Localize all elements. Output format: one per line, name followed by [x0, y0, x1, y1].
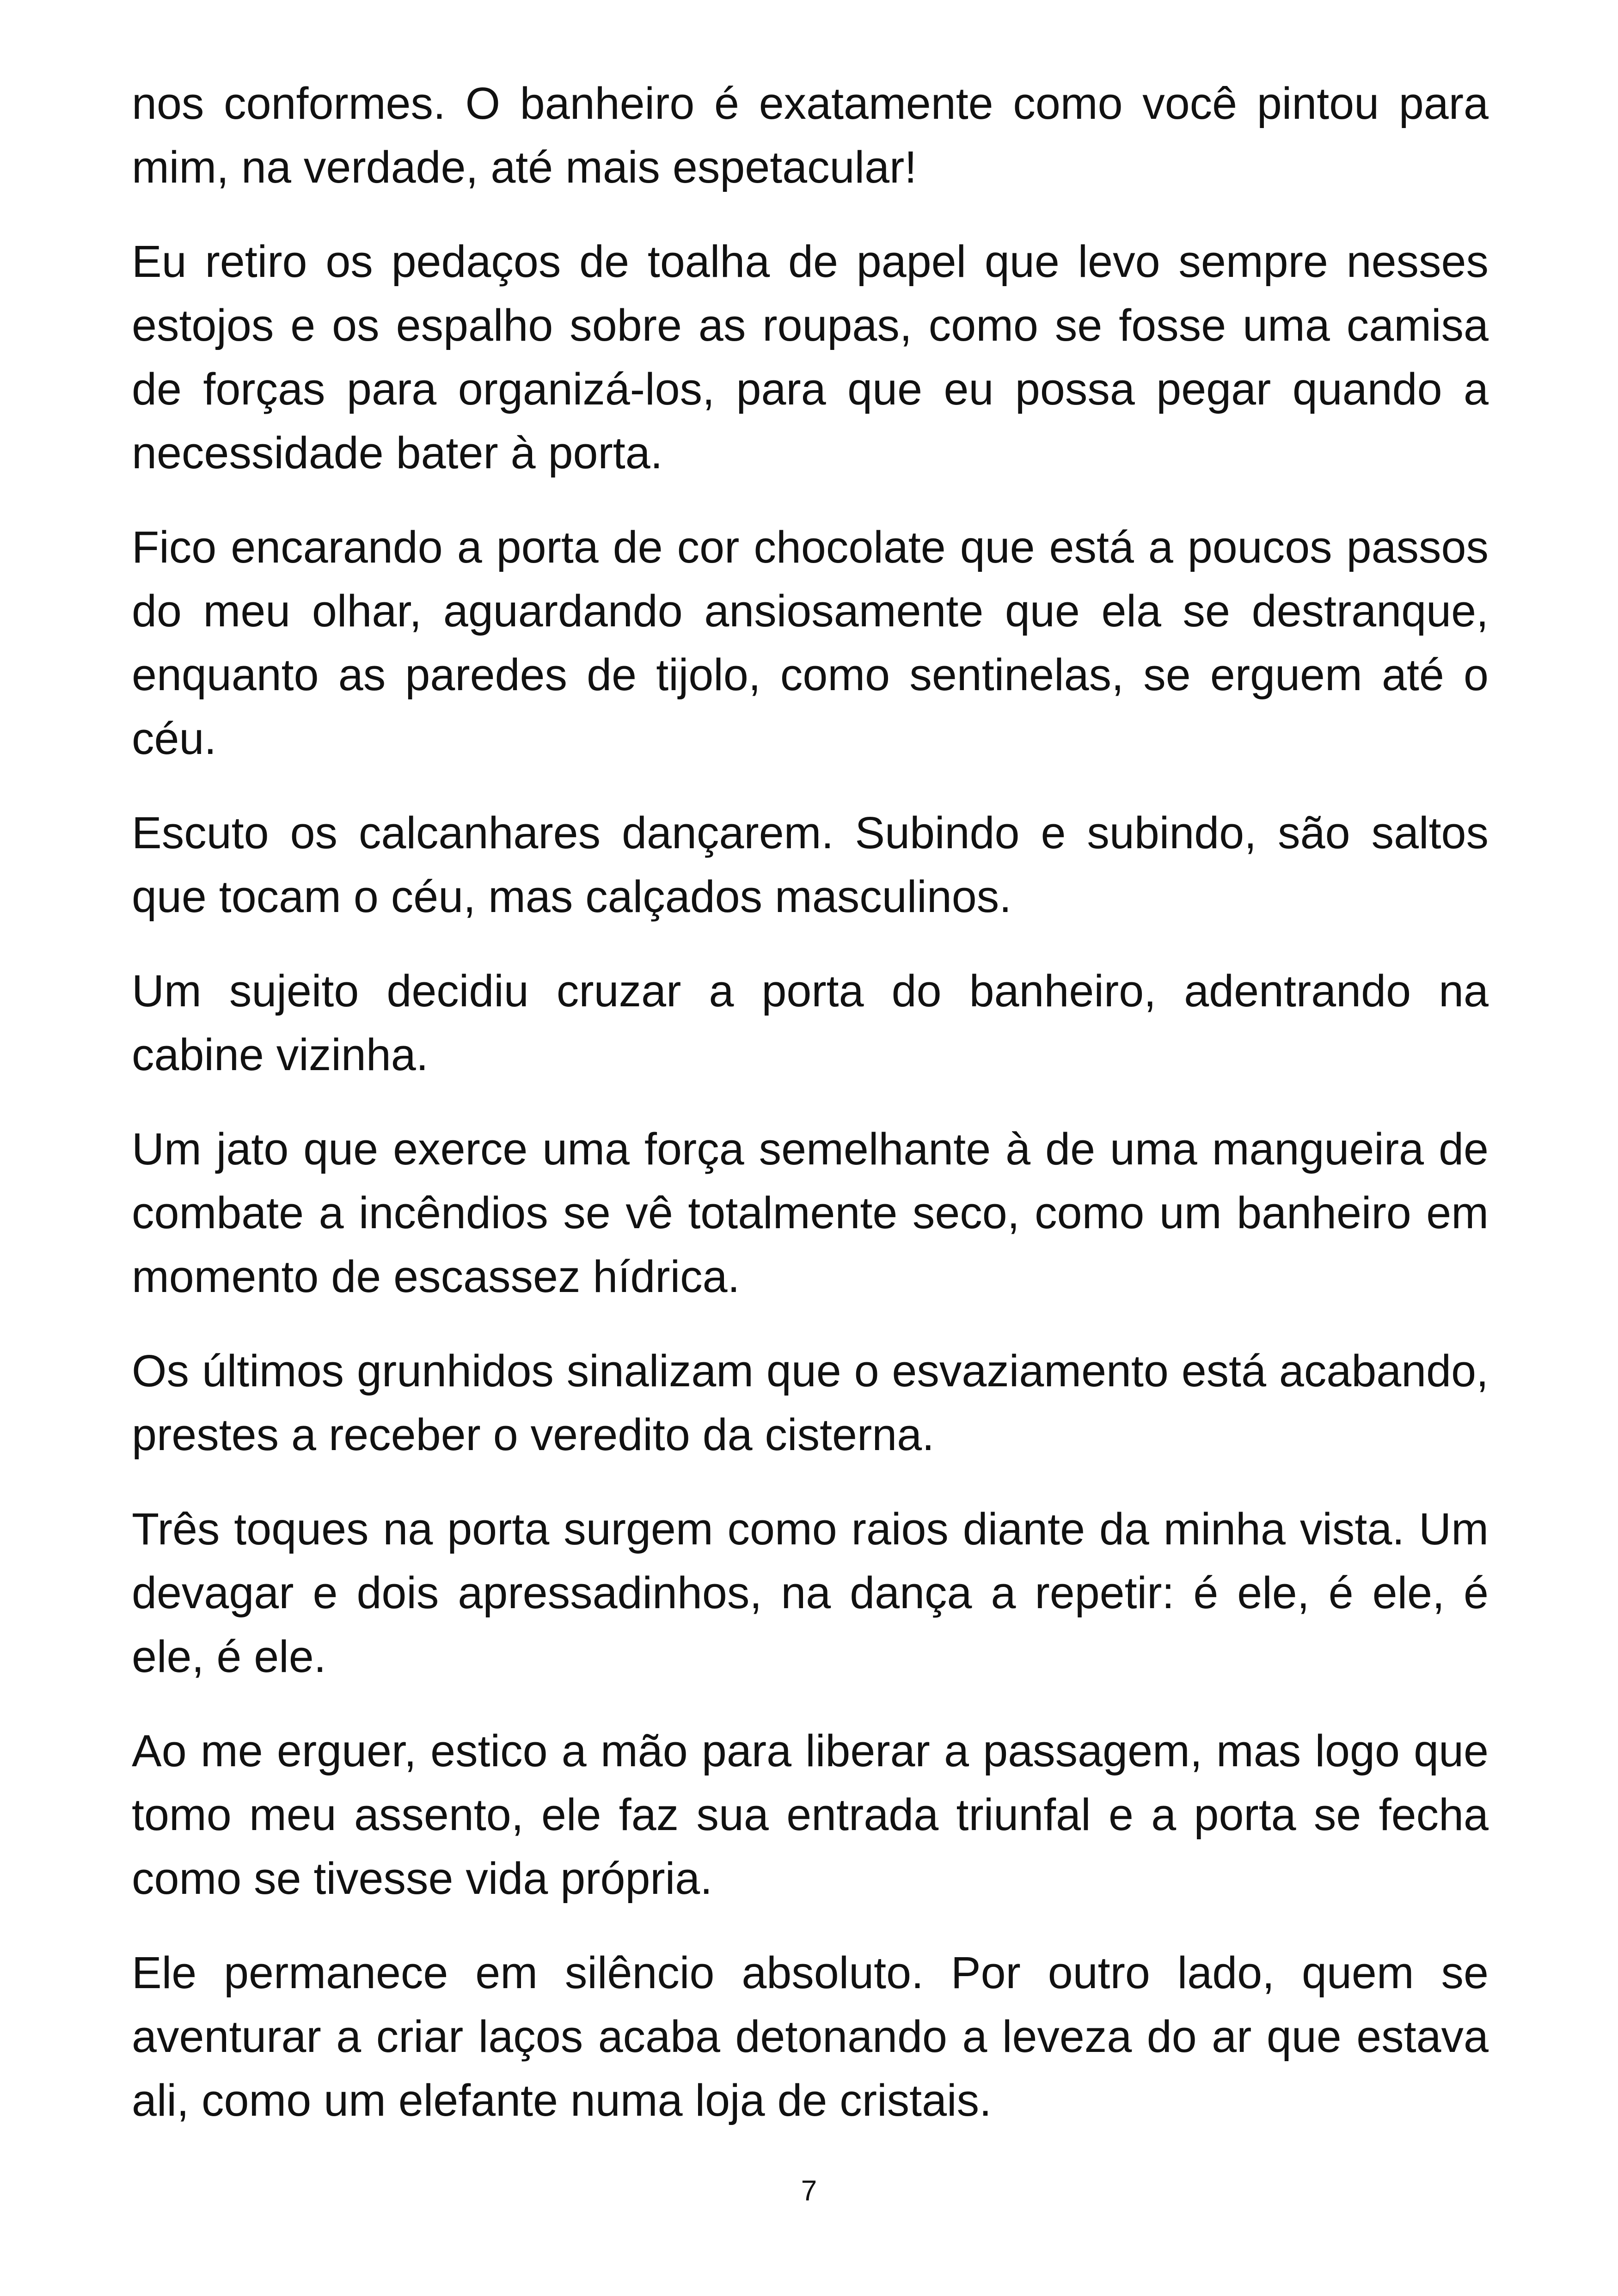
paragraph: Ele permanece em silêncio absoluto. Por outro lado, quem se aventurar a criar laços acaba detonando a leveza do ar que estava ali, como um elefante numa loja de cristais. — [132, 1947, 1489, 2125]
paragraph: Escuto os calcanhares dançarem. Subindo e subindo, são saltos que tocam o céu, mas calçados masculinos. — [132, 808, 1489, 922]
paragraph: Eu retiro os pedaços de toalha de papel que levo sempre nesses estojos e os espalho sobre as roupas, como se fosse uma camisa de forças para organizá-los, para que eu possa pegar quando a necessidade bater à porta. — [132, 236, 1489, 478]
paragraph: nos conformes. O banheiro é exatamente como você pintou para mim, na verdade, até mais espetacular! — [132, 78, 1489, 192]
paragraph: Fico encarando a porta de cor chocolate que está a poucos passos do meu olhar, aguardando ansiosamente que ela se destranque, enquanto as paredes de tijolo, como sentinelas, se erguem até o céu. — [132, 522, 1489, 764]
paragraph: Um sujeito decidiu cruzar a porta do banheiro, adentrando na cabine vizinha. — [132, 966, 1489, 1080]
paragraph: Um jato que exerce uma força semelhante à de uma mangueira de combate a incêndios se vê totalmente seco, como um banheiro em momento de escassez hídrica. — [132, 1124, 1489, 1302]
paragraph: Ao me erguer, estico a mão para liberar a passagem, mas logo que tomo meu assento, ele faz sua entrada triunfal e a porta se fecha como se tivesse vida própria. — [132, 1726, 1489, 1904]
body-text — [132, 72, 1489, 2163]
paragraph: Três toques na porta surgem como raios diante da minha vista. Um devagar e dois apressadinhos, na dança a repetir: é ele, é ele, é ele, é ele. — [132, 1504, 1489, 1682]
paragraph: Os últimos grunhidos sinalizam que o esvaziamento está acabando, prestes a receber o veredito da cisterna. — [132, 1346, 1489, 1460]
page-number: 7 — [801, 2175, 817, 2207]
